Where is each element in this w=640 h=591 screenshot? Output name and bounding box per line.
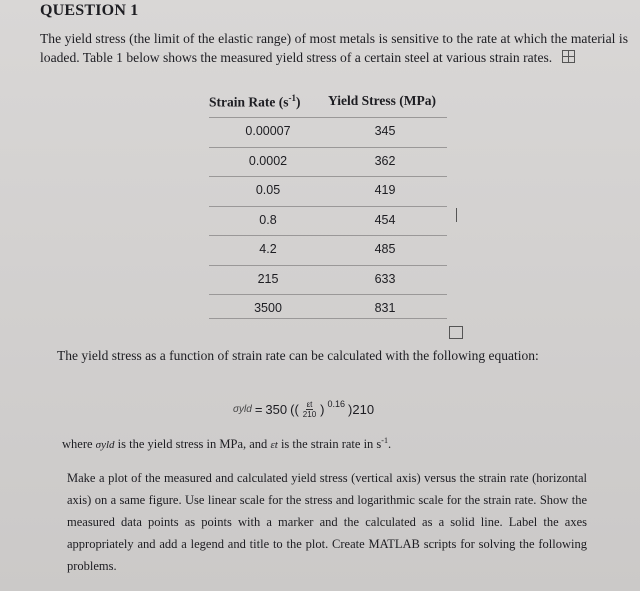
yield-stress-cell: 831 [374,301,396,315]
strain-rate-cell: 215 [257,271,279,286]
question-title: QUESTION 1 [40,2,139,19]
equation-fraction [303,400,316,419]
table-row [209,147,447,177]
yield-stress-cell: 485 [374,242,396,256]
yield-stress-cell: 419 [374,183,396,197]
strain-rate-cell: 0.8 [259,212,277,227]
yield-stress-cell: 345 [374,124,396,138]
table-row [209,117,447,147]
table-row [209,235,447,265]
instructions-paragraph: Make a plot of the measured and calculated yield stress (vertical axis) versus the strain rate (horizontal axis) on a same figure. Use linear scale for the stress and logarithmic scale for the strain rate. Show the measured data points as points with a marker and the calculated as a solid line. Label the axes appropriately and add a legend and title to the plot. Create MATLAB scripts for solving the following problems. [67,471,587,573]
yield-stress-equation [233,400,374,419]
fraction-denominator: 210 [302,410,317,419]
strain-rate-cell: 4.2 [259,242,277,256]
equation-coefficient: 350 [265,402,288,417]
equation-intro: The yield stress as a function of strain rate can be calculated with the following equation: [57,348,539,363]
intro-text: The yield stress (the limit of the elastic range) of most metals is sensitive to the rate at which the material is loaded. Table 1 below shows the measured yield stress of a certain steel at various strain rates. [40,31,628,65]
equation-equals: = [254,402,263,417]
table-row [209,206,447,236]
checkbox[interactable] [449,326,463,339]
equation-open-paren: (( [290,402,299,417]
col-header-yield-stress: Yield Stress (MPa) [328,93,436,108]
table-move-handle-icon[interactable] [562,50,575,63]
epsilon-symbol: εt [270,439,278,452]
strain-rate-cell: 0.00007 [245,124,291,138]
table-bottom-border [209,318,447,319]
strain-rate-cell: 0.05 [255,183,281,197]
table-row [209,294,447,324]
table-row [209,265,447,295]
yield-stress-cell: 454 [374,212,396,227]
table-row [209,176,447,206]
sigma-symbol: σyld [95,439,115,452]
text-cursor [456,208,457,222]
equation-close-paren: ) [320,402,325,417]
variable-definitions: where σyld is the yield stress in MPa, and εt is the strain rate in $s^{-1}$. [62,436,392,452]
intro-paragraph [40,29,628,67]
strain-rate-cell: 3500 [254,301,282,315]
equation-lhs: σyld [233,404,252,415]
yield-stress-cell: 633 [374,271,396,286]
data-table [209,117,447,324]
strain-rate-cell: 0.0002 [248,153,288,168]
equation-exponent: 0.16 [327,398,346,409]
col-header-strain-rate: Strain Rate $(s^{-1})$ [209,93,301,110]
yield-stress-cell: 362 [374,153,396,168]
fraction-numerator: εt [306,400,313,409]
equation-tail: )210 [348,402,375,417]
